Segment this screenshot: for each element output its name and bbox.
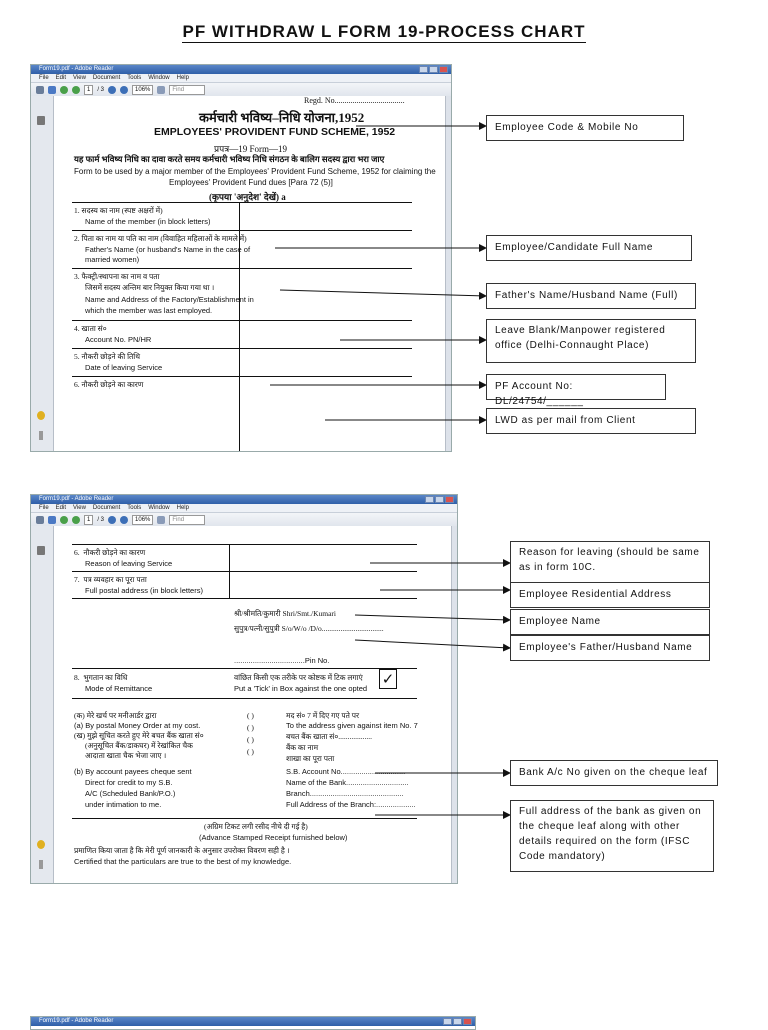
page-total: / 3 [97,87,105,93]
page-total: / 3 [97,517,105,523]
option-b-line-4: under intimation to me. [85,800,162,809]
item-3-english-2: which the member was last employed. [85,306,213,315]
item-5-english: Date of leaving Service [85,363,163,372]
item-5-hindi: 5. नौकरी छोड़ने की तिथि [74,352,141,361]
option-a-line-1: (क) मेरे खर्च पर मनीआर्डर द्वारा [74,711,157,720]
option-b-line-2: Direct for credit to my S.B. [85,778,173,787]
right-line-2: To the address given against item No. 7 [286,721,418,730]
menu-document[interactable]: Document [92,505,121,511]
name-line: श्री/श्रीमति/कुमारी Shri/Smt./Kumari [234,609,336,618]
menu-help[interactable]: Help [176,505,189,511]
branch-address-line: Full Address of the Branch:................... [286,800,416,809]
arrow [355,640,510,648]
scheme-title: EMPLOYEES' PROVIDENT FUND SCHEME, 1952 [154,126,396,138]
annotation-father-husband-name: Employee's Father/Husband Name [510,635,710,661]
item-8-hindi: 8. भुगतान का विधि [74,673,128,682]
annotation-father-name: Father's Name/Husband Name (Full) [486,283,696,309]
window-title: Form19.pdf - Adobe Reader [39,496,114,502]
page-number-field[interactable]: 1 [84,85,93,95]
item-7-english: Full postal address (in block letters) [85,586,203,595]
advance-receipt-hindi: (अग्रिम टिकट लगी रसीद नीचे दी गई है) [204,822,308,831]
item-1-english: Name of the member (in block letters) [85,217,211,226]
hindi-scheme-title: कर्मचारी भविष्य–निधि योजना,1952 [199,110,365,125]
menu-document[interactable]: Document [92,75,121,81]
menu-tools[interactable]: Tools [127,75,142,81]
find-field[interactable]: Find [169,515,205,525]
zoom-field[interactable]: 106% [132,515,153,525]
instruction-note: (कृपया 'अनुदेश' देखें) a [209,192,286,202]
annotation-lwd: LWD as per mail from Client [486,408,696,434]
option-a-line-5: आदाता खाता चैक भेजा जाए । [85,751,167,760]
menu-edit[interactable]: Edit [55,505,67,511]
find-field[interactable]: Find [169,85,205,95]
page-number-field[interactable]: 1 [84,515,93,525]
subtitle-line-2: Employees' Provident Fund dues [Para 72 (5)] [169,178,333,187]
advance-receipt: (Advance Stamped Receipt furnished below) [199,833,348,842]
branch-line: Branch............................................. [286,789,404,798]
subtitle-line-1: Form to be used by a major member of the Employees' Provident Fund Scheme, 1952 for claiming the [74,167,436,176]
option-a-line-4: (अनुसूचित बैंक/डाकघर) में रेखांकित चैक [85,741,193,750]
menu-file[interactable]: File [39,75,49,81]
arrow [355,615,510,620]
annotation-employee-code: Employee Code & Mobile No [486,115,684,141]
menu-view[interactable]: View [73,75,86,81]
arrow [280,290,486,296]
form-number: प्रपत्र—19 Form—19 [214,144,287,154]
annotation-residential-address: Employee Residential Address [510,582,710,608]
annotation-pf-account: PF Account No: DL/24754/______ [486,374,666,400]
hindi-subtitle: यह फार्म भविष्य निधि का दावा करते समय कर्मचारी भविष्य निधि संगठन के बालिग सदस्य द्वारा भरा जाए [74,154,385,164]
annotation-employee-name: Employee Name [510,609,710,635]
item-2-hindi: 2. पिता का नाम या पति का नाम (विवाहित महिलाओं के मामले में) [74,234,247,243]
item-2-english: Father's Name (or husband's Name in the case of [85,245,251,254]
tick-instruction: Put a 'Tick' in Box against the one opted [234,684,368,693]
option-a-line-2: (a) By postal Money Order at my cost. [74,721,201,730]
option-a-line-3: (ख) मुझे सूचित करते हुए मेरे बचत बैंक खाता सं० [74,731,204,740]
option-checkbox[interactable]: ( ) [247,747,254,756]
zoom-field[interactable]: 106% [132,85,153,95]
tick-box[interactable]: ✓ [379,669,397,689]
right-line-3: बचत बैंक खाता सं०.................. [286,732,373,741]
relation-line: सुपुत्र/पत्नी/सुपुत्री S/o/W/o /D/o................................. [234,624,384,633]
option-b-line-3: A/C (Scheduled Bank/P.O.) [85,789,176,798]
right-line-5: शाखा का पूरा पता [286,754,335,763]
menu-edit[interactable]: Edit [55,75,67,81]
menu-file[interactable]: File [39,505,49,511]
item-6-hindi: 6. नौकरी छोड़ने का कारण [74,548,146,557]
item-2-english-2: married women) [85,255,140,264]
annotation-reason-leaving: Reason for leaving (should be same as in form 10C. [510,541,710,583]
certificate-hindi: प्रमाणित किया जाता है कि मेरी पूर्ण जानकारी के अनुसार उपरोक्त विवरण सही है । [74,846,290,855]
item-6-hindi: 6. नौकरी छोड़ने का कारण [74,380,144,389]
item-4-english: Account No. PN/HR [85,335,152,344]
annotation-bank-account: Bank A/c No given on the cheque leaf [510,760,718,786]
item-4-hindi: 4. खाता सं० [74,324,107,333]
item-3-hindi-2: जिसमें सदस्य अन्तिम बार नियुक्त किया गया था । [85,283,215,292]
right-line-1: मद सं० 7 में दिए गए पते पर [286,711,360,720]
item-3-hindi: 3. फैक्ट्री/स्थापना का नाम व पता [74,272,160,281]
option-checkbox[interactable]: ( ) [247,711,254,720]
menu-tools[interactable]: Tools [127,505,142,511]
right-line-4: बैंक का नाम [286,743,319,752]
item-6-english: Reason of leaving Service [85,559,173,568]
regd-no: Regd. No................................... [304,96,405,105]
item-8-english: Mode of Remittance [85,684,153,693]
option-b-line-1: (b) By account payees cheque sent [74,767,192,776]
annotation-bank-address: Full address of the bank as given on the cheque leaf along with other details required on the form (IFSC Code mandatory) [510,800,714,872]
item-1-hindi: 1. सदस्य का नाम (स्पष्ट अक्षरों में) [74,206,163,215]
annotation-leave-blank: Leave Blank/Manpower registered office (Delhi-Connaught Place) [486,319,696,363]
pin-line: ..................................Pin No. [234,656,330,665]
option-checkbox[interactable]: ( ) [247,723,254,732]
window-title: Form19.pdf - Adobe Reader [39,66,114,72]
page-title: PF WITHDRAW L FORM 19-PROCESS CHART [182,22,586,41]
item-3-english: Name and Address of the Factory/Establishment in [85,295,254,304]
option-checkbox[interactable]: ( ) [247,735,254,744]
sb-account-line: S.B. Account No............................... [286,767,406,776]
window-title: Form19.pdf - Adobe Reader [39,1018,114,1024]
item-7-hindi: 7. पत्र व्यवहार का पूरा पता [74,575,147,584]
menu-window[interactable]: Window [148,75,170,81]
certificate-text: Certified that the particulars are true to the best of my knowledge. [74,857,292,866]
tick-instruction-hindi: वांछित किसी एक तरीके पर कोष्टक में टिक लगाएं [234,673,363,682]
menu-window[interactable]: Window [148,505,170,511]
menu-view[interactable]: View [73,505,86,511]
bank-name-line: Name of the Bank.............................. [286,778,409,787]
annotation-full-name: Employee/Candidate Full Name [486,235,692,261]
menu-help[interactable]: Help [176,75,189,81]
